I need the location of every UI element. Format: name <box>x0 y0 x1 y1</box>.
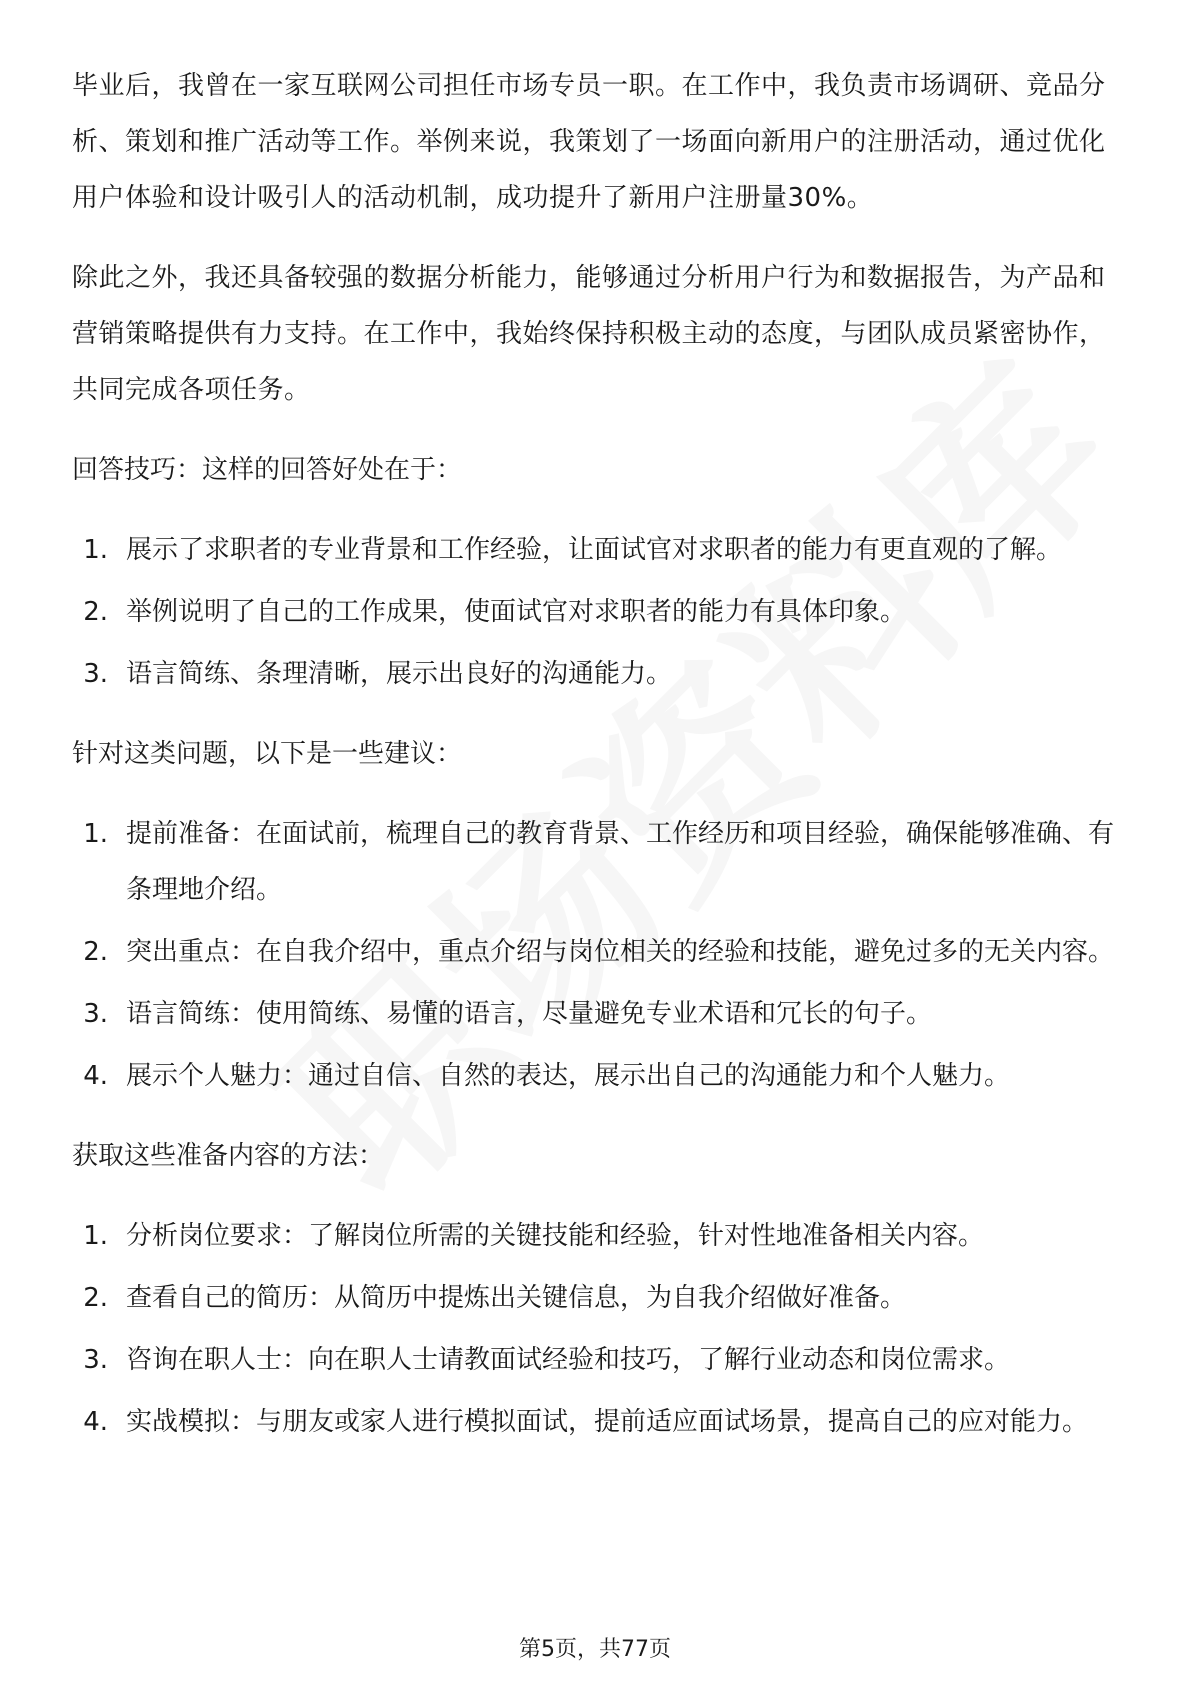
list-item-number: 1. <box>83 535 108 565</box>
list-item-text: 提前准备：在面试前，梳理自己的教育背景、工作经历和项目经验，确保能够准确、有条理地介绍。 <box>126 819 1115 905</box>
list-item-number: 3. <box>83 1345 108 1375</box>
page-number: 第5页，共77页 <box>519 1637 671 1662</box>
list-item <box>72 1332 1122 1388</box>
list-item-number: 4. <box>83 1061 108 1091</box>
list-item-text: 查看自己的简历：从简历中提炼出关键信息，为自我介绍做好准备。 <box>126 1283 907 1313</box>
list-item-text: 咨询在职人士：向在职人士请教面试经验和技巧，了解行业动态和岗位需求。 <box>126 1345 1011 1375</box>
list-item <box>72 1394 1122 1450</box>
list-item <box>72 646 1122 702</box>
section-heading-suggestions: 针对这类问题，以下是一些建议： <box>72 739 463 769</box>
suggestions-list <box>72 806 1122 1104</box>
list-item-number: 4. <box>83 1407 108 1437</box>
list-item-number: 3. <box>83 999 108 1029</box>
document-body <box>72 58 1122 1474</box>
list-item-text: 展示个人魅力：通过自信、自然的表达，展示出自己的沟通能力和个人魅力。 <box>126 1061 1011 1091</box>
list-item <box>72 1208 1122 1264</box>
list-item-number: 1. <box>83 819 108 849</box>
list-item <box>72 924 1122 980</box>
list-item-text: 分析岗位要求：了解岗位所需的关键技能和经验，针对性地准备相关内容。 <box>126 1221 985 1251</box>
list-item-text: 展示了求职者的专业背景和工作经验，让面试官对求职者的能力有更直观的了解。 <box>126 535 1063 565</box>
list-item-text: 语言简练、条理清晰，展示出良好的沟通能力。 <box>126 659 673 689</box>
answer-tips-list <box>72 522 1122 702</box>
list-item <box>72 806 1122 918</box>
methods-list <box>72 1208 1122 1450</box>
list-item <box>72 1048 1122 1104</box>
section-heading-methods: 获取这些准备内容的方法： <box>72 1141 385 1171</box>
list-item-text: 语言简练：使用简练、易懂的语言，尽量避免专业术语和冗长的句子。 <box>126 999 933 1029</box>
section-heading-answer-tips: 回答技巧：这样的回答好处在于： <box>72 455 463 485</box>
list-item-number: 2. <box>83 1283 108 1313</box>
list-item-text: 举例说明了自己的工作成果，使面试官对求职者的能力有具体印象。 <box>126 597 907 627</box>
paragraph-1: 毕业后，我曾在一家互联网公司担任市场专员一职。在工作中，我负责市场调研、竞品分析、策划和推广活动等工作。举例来说，我策划了一场面向新用户的注册活动，通过优化用户体验和设计吸引人的活动机制，成功提升了新用户注册量30%。 <box>72 71 1106 213</box>
list-item <box>72 986 1122 1042</box>
list-item-number: 2. <box>83 937 108 967</box>
list-item <box>72 522 1122 578</box>
list-item-number: 2. <box>83 597 108 627</box>
list-item <box>72 584 1122 640</box>
list-item-number: 3. <box>83 659 108 689</box>
list-item <box>72 1270 1122 1326</box>
paragraph-2: 除此之外，我还具备较强的数据分析能力，能够通过分析用户行为和数据报告，为产品和营销策略提供有力支持。在工作中，我始终保持积极主动的态度，与团队成员紧密协作，共同完成各项任务。 <box>72 263 1106 405</box>
list-item-text: 实战模拟：与朋友或家人进行模拟面试，提前适应面试场景，提高自己的应对能力。 <box>126 1407 1089 1437</box>
list-item-text: 突出重点：在自我介绍中，重点介绍与岗位相关的经验和技能，避免过多的无关内容。 <box>126 937 1115 967</box>
list-item-number: 1. <box>83 1221 108 1251</box>
